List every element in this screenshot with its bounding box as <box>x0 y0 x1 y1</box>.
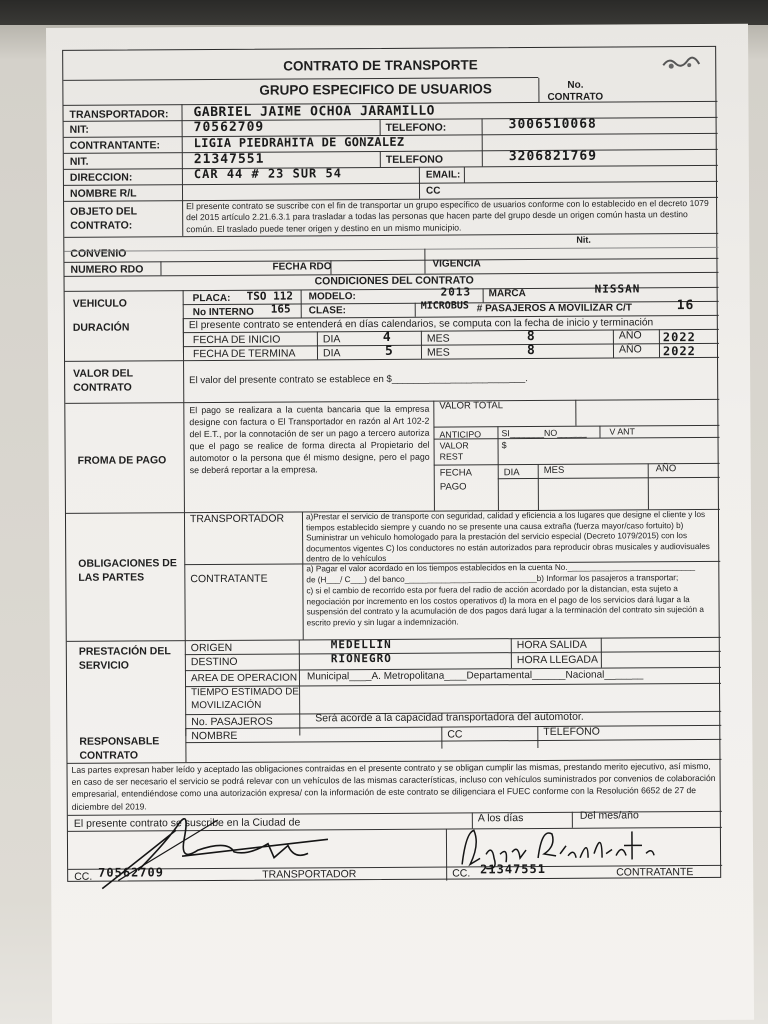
transportador-label: TRANSPORTADOR: <box>69 108 169 121</box>
inicio-ano-label: AÑO <box>618 329 642 342</box>
pasajeros-label: # PASAJEROS A MOVILIZAR C/T <box>476 302 632 315</box>
inicio-mes-label: MES <box>426 332 450 345</box>
pasajeros-value: 16 <box>676 298 695 314</box>
contrato-number-label: CONTRATO <box>547 91 604 103</box>
obligaciones-label-1: OBLIGACIONES DE <box>78 557 177 570</box>
tiempo-label-2: MOVILIZACIÓN <box>191 699 262 712</box>
responsable-telefono-label: TELEFONO <box>543 725 600 738</box>
suscribe-text: El presente contrato se suscribe en la Ciudad de <box>73 816 301 830</box>
contratante-value: LIGIA PIEDRAHITA DE GONZALEZ <box>193 134 405 151</box>
hora-salida-label: HORA SALIDA <box>516 638 587 652</box>
inicio-ano-value: 2022 <box>662 330 696 345</box>
destino-label: DESTINO <box>190 655 238 669</box>
contratante-label: CONTRANTANTE: <box>69 139 160 152</box>
telefono2-label: TELEFONO <box>385 153 444 166</box>
cc-transportador-value: 70562709 <box>98 865 164 880</box>
cc-label: CC <box>425 185 441 197</box>
inicio-dia-label: DIA <box>322 333 341 346</box>
responsable-cc-label: CC <box>447 728 463 741</box>
duracion-label: DURACIÓN <box>72 321 130 334</box>
condiciones-heading: CONDICIONES DEL CONTRATO <box>314 274 474 288</box>
telefono-value: 3006510068 <box>508 116 597 133</box>
convenio-label: CONVENIO <box>70 247 127 260</box>
termina-dia-value: 5 <box>384 343 394 359</box>
contratante-sig-label: CONTRATANTE <box>616 866 694 879</box>
ob-contratante-label: CONTRATANTE <box>190 572 268 586</box>
contract-paper <box>46 24 754 1024</box>
pasajeros-text: Será acorde a la capacidad transportadora del automotor. <box>315 710 584 725</box>
inicio-mes-value: 8 <box>526 329 536 345</box>
fecha-termina-label: FECHA DE TERMINA <box>192 347 296 361</box>
cc-contratante-label: CC. <box>452 867 471 880</box>
transportador-sig-label: TRANSPORTADOR <box>262 868 357 881</box>
placa-value: TSO 112 <box>246 289 294 303</box>
pago-dia-label: DIA <box>503 467 520 479</box>
valor-text: El valor del presente contrato se establece en $_________________________. <box>189 373 528 387</box>
valor-rest-label-2: REST <box>439 451 464 462</box>
placa-label: PLACA: <box>192 292 231 305</box>
objeto-label-2: CONTRATO: <box>70 219 133 232</box>
prestacion-label-1: PRESTACIÓN DEL <box>78 645 171 658</box>
fecha-pago-label-1: FECHA <box>439 467 472 479</box>
clase-value: MICROBUS <box>420 300 469 312</box>
no-label: No. <box>567 79 584 91</box>
tiempo-label-1: TIEMPO ESTIMADO DE <box>191 686 299 699</box>
ob-contratante-text-3: c) si el cambio de recorrido esta por fuera del radio de acción acordado por la distancian, esta sujeto a negociación por incremento en los costos operativos d) la mora en el pago de los servicios dará lugar a la suspensión del contrato y la acumulación de dos pagos dará lugar a la terminación del contrato sin sujeción a escrito previo y sin lugar a indemnización. <box>306 584 704 628</box>
contract-form <box>62 46 721 882</box>
fecha-inicio-label: FECHA DE INICIO <box>192 333 281 347</box>
a-los-dias-label: A los días <box>477 812 524 825</box>
termina-ano-value: 2022 <box>662 344 696 359</box>
contract-subtitle: GRUPO ESPECIFICO DE USUARIOS <box>259 81 492 98</box>
valor-total-label: VALOR TOTAL <box>439 400 504 412</box>
ob-contratante-text-2: de (H___/ C___) del banco_____________________________b) Informar los pasajeros a transportar; <box>306 573 679 585</box>
cc-contratante-value: 21347551 <box>480 861 546 877</box>
email-label: EMAIL: <box>425 169 461 181</box>
nit2-value: 21347551 <box>193 151 265 168</box>
direccion-label: DIRECCION: <box>69 171 133 184</box>
pago-text: El pago se realizara a la cuenta bancaria que la empresa designe con factura o El Transportador en razón al Art 102-2 del E.T., por la connotación de ser un pago a tercero autoriza que el pago se realice de forma directa al Propietario del automotor o la persona que él mismo designe, pero el pago se deberá reportar a la empresa. <box>189 403 430 476</box>
telefono-label: TELEFONO: <box>385 121 447 134</box>
cc-transportador-label: CC. <box>74 870 93 883</box>
termina-dia-label: DIA <box>322 347 341 360</box>
responsable-nombre-label: NOMBRE <box>191 729 238 743</box>
pago-mes-label: MES <box>543 464 565 476</box>
destino-value: RIONEGRO <box>330 651 392 666</box>
nombre-rl-label: NOMBRE R/L <box>69 187 137 200</box>
no-interno-value: 165 <box>270 302 291 316</box>
numero-rdo-label: NUMERO RDO <box>70 263 144 276</box>
duracion-text: El presente contrato se entenderá en días calendarios, se computa con la fecha de inicio y terminación <box>188 317 654 332</box>
ob-contratante-text-1: a) Pagar el valor acordado en los tiempos establecidos en la cuenta No.____________________________ <box>306 562 696 574</box>
responsable-label-1: RESPONSABLE <box>79 735 160 748</box>
prestacion-label-2: SERVICIO <box>78 659 129 672</box>
termina-mes-value: 8 <box>526 343 536 359</box>
modelo-label: MODELO: <box>308 291 356 303</box>
direccion-value: CAR 44 # 23 SUR 54 <box>193 166 342 182</box>
inicio-dia-value: 4 <box>382 329 392 345</box>
anticipo-label: ANTICIPO <box>439 429 482 440</box>
marca-label: MARCA <box>488 288 526 300</box>
valor-rest-label-1: VALOR <box>439 440 469 451</box>
transportador-value: GABRIEL JAIME OCHOA JARAMILLO <box>193 103 436 121</box>
nit-label: NIT: <box>69 123 89 136</box>
del-mes-label: Del mes/año <box>579 809 639 822</box>
nit2-label: NIT. <box>69 155 89 168</box>
responsable-label-2: CONTRATO <box>79 749 139 762</box>
fecha-rdo-label: FECHA RDO <box>272 261 332 273</box>
forma-pago-label: FROMA DE PAGO <box>77 454 167 467</box>
title-divider <box>63 77 538 81</box>
valor-rest-dollar: $ <box>501 440 507 451</box>
no-contrato-box <box>538 78 539 102</box>
obligaciones-label-2: LAS PARTES <box>78 571 145 584</box>
pago-ano-label: AÑO <box>655 463 677 475</box>
anticipo-si-no: SI_______NO______ <box>501 427 587 439</box>
clase-label: CLASE: <box>308 305 347 317</box>
fecha-pago-label-2: PAGO <box>439 481 467 493</box>
contract-title: CONTRATO DE TRANSPORTE <box>283 57 478 74</box>
objeto-label-1: OBJETO DEL <box>70 205 138 218</box>
company-logo-icon <box>661 55 701 71</box>
vehiculo-label: VEHICULO <box>72 297 127 310</box>
modelo-value: 2013 <box>440 285 472 299</box>
final-text: Las partes expresan haber leído y aceptado las obligaciones contraidas en el presente contrato y se obligan cumplir las mismas, prestando merito ejecutivo, así mismo, en caso de ser necesario el servicio se podrá relevar con un vehículos de las mismas características, incluso con vehículos suministrados por convenios de colaboración empresarial, entendiéndose como una autorización expresa/ con la información de este contrato se diligenciara el FUEC conforme con la Resolución 6652 de 27 de diciembre del 2019. <box>71 760 716 812</box>
nit-dot-label: Nit. <box>576 234 591 245</box>
termina-mes-label: MES <box>426 346 450 359</box>
termina-ano-label: AÑO <box>618 343 642 356</box>
no-interno-label: No INTERNO <box>192 306 254 319</box>
area-label: AREA DE OPERACION <box>190 672 298 685</box>
ob-transportador-text: a)Prestar el servicio de transporte con seguridad, calidad y eficiencia a los lugares que designe el cliente y los tiempos establecido siempre y cuando no se presente una causa extraña (fuerza mayor/caso fortuito) b) Suministrar un vehiculo homologado para la prestación del servicio especial (Decreto 1079/2015) con los documentos vigentes C) los conductores no están autorizados para reproducir obras musicales y audiovisuales dentro de lo vehículos <box>305 509 710 564</box>
vigencia-label: VIGENCIA <box>432 258 481 270</box>
area-options: Municipal____A. Metropolitana____Departamental______Nacional_______ <box>306 669 644 683</box>
telefono2-value: 3206821769 <box>508 148 598 165</box>
objeto-text: El presente contrato se suscribe con el fin de transportar un grupo específico de usuarios conforme con lo establecido en el decreto 1079 del 2015 artículo 2.21.6.3.1 para trasladar a todas las personas que hacen parte del grupo desde un origen común hasta un destino común. El traslado puede tener origen y destino en un mismo municipio. <box>186 197 709 234</box>
hora-llegada-label: HORA LLEGADA <box>516 653 599 667</box>
valor-label-2: CONTRATO <box>73 381 132 394</box>
origen-label: ORIGEN <box>190 641 233 655</box>
v-ant-label: V ANT <box>609 426 635 437</box>
nit-value: 70562709 <box>193 119 265 136</box>
valor-label-1: VALOR DEL <box>73 367 134 380</box>
no-pasajeros-label: No. PASAJEROS <box>191 715 273 729</box>
ob-transportador-label: TRANSPORTADOR <box>189 512 285 526</box>
marca-value: NISSAN <box>594 282 641 296</box>
origen-value: MEDELLIN <box>330 637 392 652</box>
